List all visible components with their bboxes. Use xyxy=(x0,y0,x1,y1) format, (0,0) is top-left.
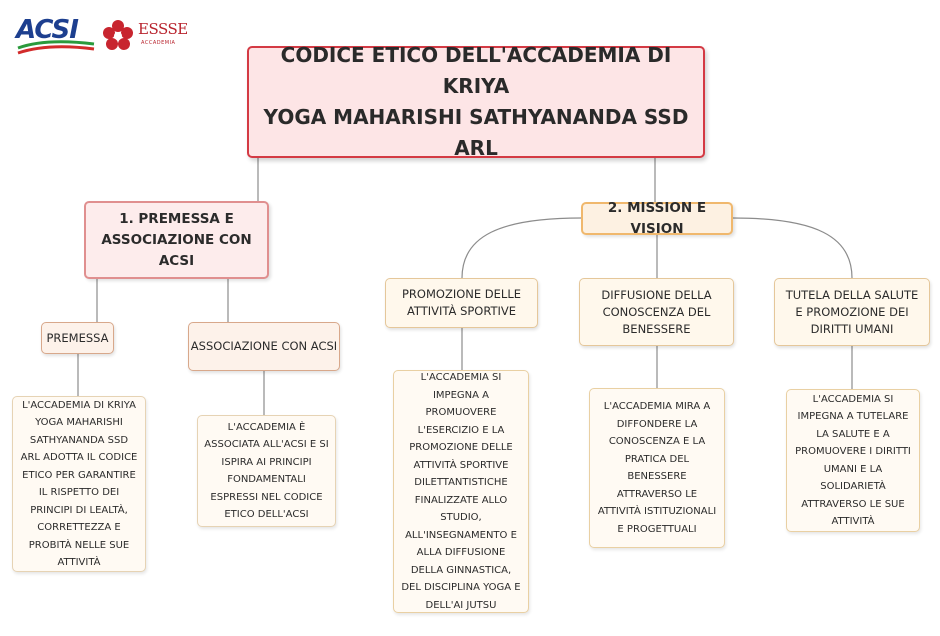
root-title xyxy=(247,43,705,160)
leaf-tutela-salute xyxy=(786,389,920,532)
leaf-promozione-sportive xyxy=(393,370,529,613)
acsi-logo-text: ACSI xyxy=(16,15,78,45)
leaf-diffusione-benessere-text: L'ACCADEMIA MIRA A DIFFONDERE LA CONOSCENZA E LA PRATICA DEL BENESSERE ATTRAVERSO LE ATTIVITÀ ISTITUZIONALI E PROGETTUALI xyxy=(597,401,717,535)
node-diffusione-benessere xyxy=(579,278,734,346)
node-promozione-sportive xyxy=(385,278,538,328)
node-premessa-label: PREMESSA xyxy=(46,330,109,345)
acsi-swoosh-icon xyxy=(16,16,96,58)
node-tutela-salute-label: TUTELA DELLA SALUTE E PROMOZIONE DEI DIRITTI UMANI xyxy=(785,287,919,336)
leaf-diffusione-benessere xyxy=(589,388,725,548)
node-diffusione-benessere-label: DIFFUSIONE DELLA CONOSCENZA DEL BENESSERE xyxy=(601,287,712,336)
branch-premessa-associazione xyxy=(84,201,269,279)
root-title-line2: YOGA MAHARISHI SATHYANANDA SSD ARL xyxy=(263,105,689,160)
leaf-promozione-sportive-text: L'ACCADEMIA SI IMPEGNA A PROMUOVERE L'ESERCIZIO E LA PROMOZIONE DELLE ATTIVITÀ SPORTIVE DILETTANTISTICHE FINALIZZATE ALLO STUDIO, ALL'INSEGNAMENTO E ALLA DIFFUSIONE DELLA GINNASTICA, DEL DISCIPLINA YOGA E DELL'AI JUTSU xyxy=(401,372,521,611)
branch-mission-vision-label: 2. MISSION E VISION xyxy=(607,199,707,237)
essse-logo-text: ESSSE xyxy=(138,20,188,38)
essse-logo xyxy=(100,16,190,58)
essse-logo-subtext: ACCADEMIA xyxy=(141,40,176,46)
leaf-premessa-text: L'ACCADEMIA DI KRIYA YOGA MAHARISHI SATHYANANDA SSD ARL ADOTTA IL CODICE ETICO PER GARANTIRE IL RISPETTO DEI PRINCIPI DI LEALTÀ, CORRETTEZZA E PROBITÀ NELLE SUE ATTIVITÀ xyxy=(20,399,138,568)
node-premessa xyxy=(41,322,114,354)
leaf-tutela-salute-text: L'ACCADEMIA SI IMPEGNA A TUTELARE LA SALUTE E A PROMUOVERE I DIRITTI UMANI E LA SOLIDARIETÀ ATTRAVERSO LE SUE ATTIVITÀ xyxy=(795,393,911,527)
node-associazione-acsi xyxy=(188,322,340,371)
leaf-associazione-acsi xyxy=(197,415,336,527)
node-associazione-acsi-label: ASSOCIAZIONE CON ACSI xyxy=(190,339,338,353)
connector-branch2-promozione xyxy=(462,218,581,278)
branch-premessa-associazione-label: 1. PREMESSA E ASSOCIAZIONE CON ACSI xyxy=(101,210,252,269)
leaf-associazione-acsi-text: L'ACCADEMIA È ASSOCIATA ALL'ACSI E SI ISPIRA AI PRINCIPI FONDAMENTALI ESPRESSI NEL CODICE ETICO DELL'ACSI xyxy=(204,421,329,520)
node-promozione-sportive-label: PROMOZIONE DELLE ATTIVITÀ SPORTIVE xyxy=(402,287,521,318)
connector-branch2-tutela xyxy=(733,218,852,278)
branch-mission-vision xyxy=(581,199,733,237)
root-title-line1: CODICE ETICO DELL'ACCADEMIA DI KRIYA xyxy=(280,43,672,98)
leaf-premessa xyxy=(12,396,146,572)
acsi-logo xyxy=(16,16,96,58)
node-tutela-salute xyxy=(774,278,930,346)
flower-icon xyxy=(100,16,136,56)
